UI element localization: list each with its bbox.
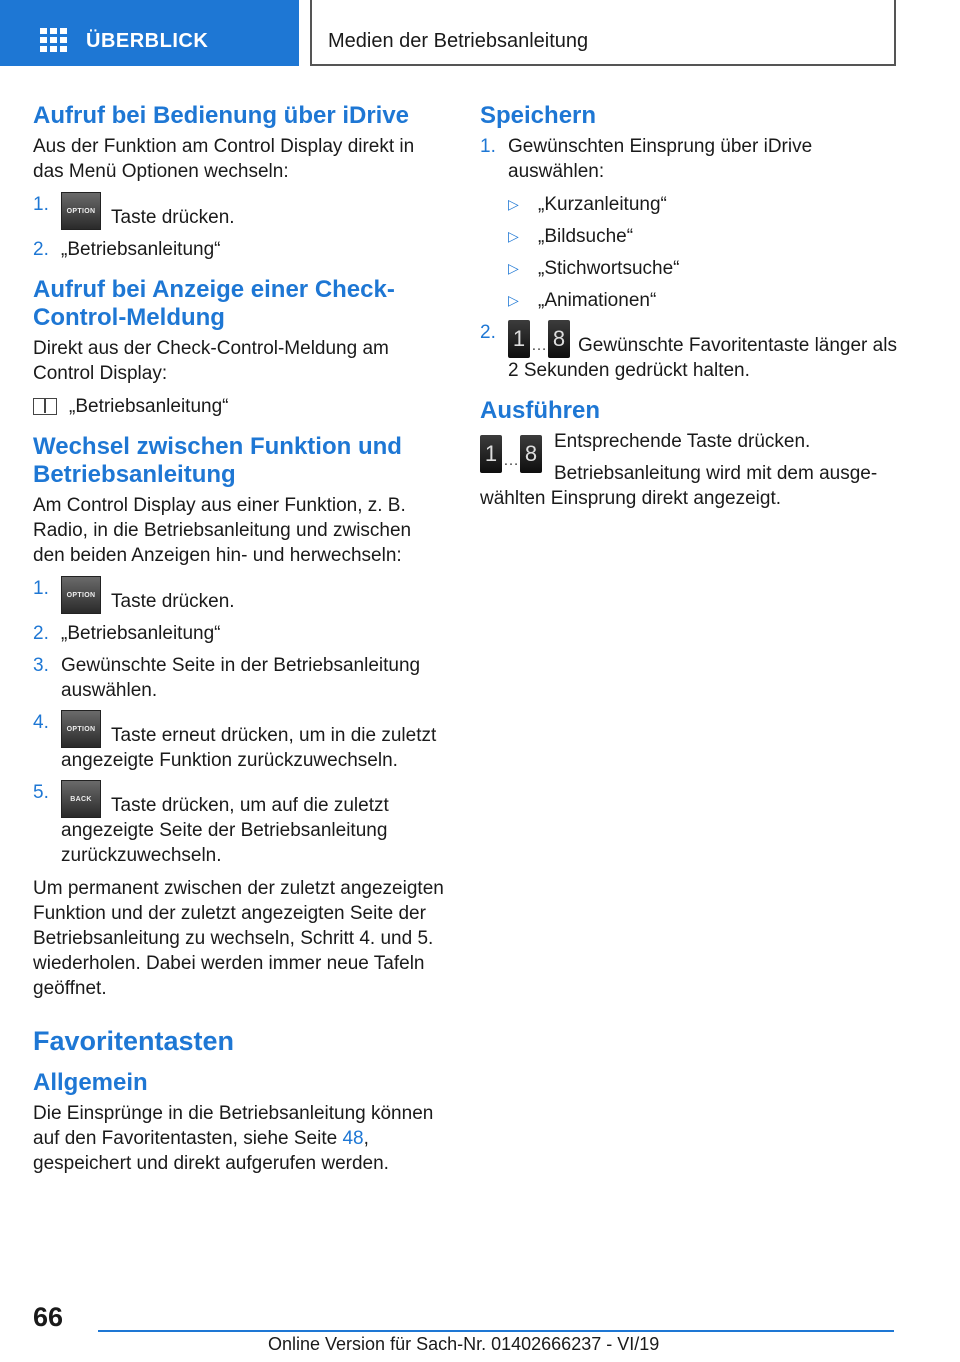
bullet-text: „Stichwortsuche“	[538, 258, 680, 279]
header-tab-label: ÜBERBLICK	[86, 30, 209, 52]
list-item	[508, 256, 900, 281]
step-item	[33, 192, 448, 230]
intro-idrive-call: Aus der Funktion am Control Display direkt in das Menü Optionen wechseln:	[33, 136, 415, 182]
bullet-text: „Kurzanleitung“	[538, 194, 667, 215]
grid-icon	[40, 28, 68, 52]
heading-check-control: Aufruf bei Anzeige einer Check-Control-Meldung	[33, 276, 395, 331]
favorite-key-1-icon: 1	[508, 320, 530, 358]
step-number: 2.	[480, 322, 496, 343]
step-text: „Betriebsanleitung“	[61, 239, 221, 260]
execute-block	[480, 429, 900, 511]
step-text: Taste drücken.	[111, 207, 235, 228]
step-text: Taste drücken.	[111, 591, 235, 612]
general-text-before: Die Einsprünge in die Betriebsanleitung können auf den Favoritentasten, siehe Seite	[33, 1103, 434, 1149]
step-text: Gewünschte Favoritentaste länger als 2 Sekunden gedrückt halten.	[508, 335, 897, 381]
execute-line-2b: wählten Einsprung direkt angezeigt.	[480, 488, 782, 509]
step-number: 4.	[33, 712, 49, 733]
bullet-text: „Animationen“	[538, 290, 657, 311]
favorite-key-8-icon: 8	[520, 435, 542, 473]
triangle-bullet-icon: ▷	[508, 260, 519, 276]
footer-divider	[98, 1330, 894, 1332]
step-text: Taste drücken, um auf die zuletzt angezeigte Seite der Betriebsanleitung zurückzuwechseln.	[61, 795, 389, 866]
step-item	[33, 780, 448, 868]
ellipsis: …	[503, 452, 519, 469]
step-text: Taste erneut drücken, um in die zuletzt angezeigte Funktion zurückzuwechseln.	[61, 725, 437, 771]
general-text	[33, 1101, 448, 1176]
step-text: „Betriebsanleitung“	[61, 623, 221, 644]
step-number: 2.	[33, 239, 49, 260]
execute-line-1: Entsprechende Taste drücken.	[554, 431, 811, 452]
header-title-box	[310, 0, 896, 66]
list-item	[508, 288, 900, 313]
footer-version-text: Online Version für Sach-Nr. 01402666237 - VI/19	[268, 1334, 660, 1354]
step-item	[33, 621, 448, 646]
manual-note	[33, 394, 448, 419]
chapter-favorite-keys: Favoritentasten	[33, 1026, 235, 1056]
header-tab-overview[interactable]	[0, 0, 299, 66]
page-number: 66	[33, 1302, 64, 1332]
execute-line-2a: Betriebsanleitung wird mit dem ausge-	[554, 463, 878, 484]
heading-idrive-call: Aufruf bei Bedienung über iDrive	[33, 102, 410, 129]
steps-save	[480, 134, 900, 383]
option-button-icon: OPTION	[61, 710, 101, 748]
step-number: 2.	[33, 623, 49, 644]
list-item	[508, 224, 900, 249]
triangle-bullet-icon: ▷	[508, 228, 519, 244]
step-item	[480, 134, 900, 313]
favorite-key-1-icon: 1	[480, 435, 502, 473]
right-column	[480, 100, 900, 511]
step-number: 1.	[480, 136, 496, 157]
option-button-icon: OPTION	[61, 576, 101, 614]
triangle-bullet-icon: ▷	[508, 196, 519, 212]
favorite-keys-icon	[508, 320, 570, 358]
step-number: 5.	[33, 782, 49, 803]
triangle-bullet-icon: ▷	[508, 292, 519, 308]
ellipsis: …	[531, 337, 547, 354]
heading-execute: Ausführen	[480, 397, 600, 424]
step-text: Gewünschten Einsprung über iDrive auswählen:	[508, 136, 813, 182]
step-item	[33, 237, 448, 262]
intro-switch: Am Control Display aus einer Funktion, z. B. Radio, in die Betriebsanleitung und zwischen den beiden Anzeigen hin- und herwechseln:	[33, 495, 412, 566]
intro-check-control: Direkt aus der Check-Control-Meldung am Control Display:	[33, 338, 389, 384]
bullet-text: „Bildsuche“	[538, 226, 634, 247]
list-item	[508, 192, 900, 217]
general-text-after: , gespeichert und direkt aufgerufen werden.	[33, 1128, 389, 1174]
manual-book-icon	[33, 398, 57, 415]
heading-save: Speichern	[480, 102, 597, 129]
steps-idrive-call	[33, 192, 448, 262]
step-item	[480, 320, 900, 383]
step-number: 1.	[33, 578, 49, 599]
heading-general: Allgemein	[33, 1069, 148, 1096]
step-number: 3.	[33, 655, 49, 676]
step-item	[33, 710, 448, 773]
note-text: „Betriebsanleitung“	[69, 396, 229, 417]
switch-outro: Um permanent zwischen der zuletzt angezeigten Funktion und der zuletzt angezeigten Seite der Betriebsanleitung zu wechseln, Schritt 4. und 5. wiederholen. Dabei werden immer neue Tafeln geöffnet.	[33, 878, 444, 999]
page-reference-link[interactable]: 48	[342, 1128, 364, 1149]
entry-options-list	[508, 192, 900, 313]
back-button-icon: BACK	[61, 780, 101, 818]
step-item	[33, 653, 448, 703]
favorite-key-8-icon: 8	[548, 320, 570, 358]
heading-switch: Wechsel zwischen Funktion und Betriebsanleitung	[33, 433, 402, 488]
step-item	[33, 576, 448, 614]
favorite-keys-icon	[480, 435, 542, 473]
step-text: Gewünschte Seite in der Betriebsanleitung auswählen.	[61, 655, 421, 701]
left-column	[33, 100, 448, 1184]
steps-switch	[33, 576, 448, 868]
step-number: 1.	[33, 194, 49, 215]
page-title: Medien der Betriebsanleitung	[328, 30, 589, 52]
option-button-icon: OPTION	[61, 192, 101, 230]
